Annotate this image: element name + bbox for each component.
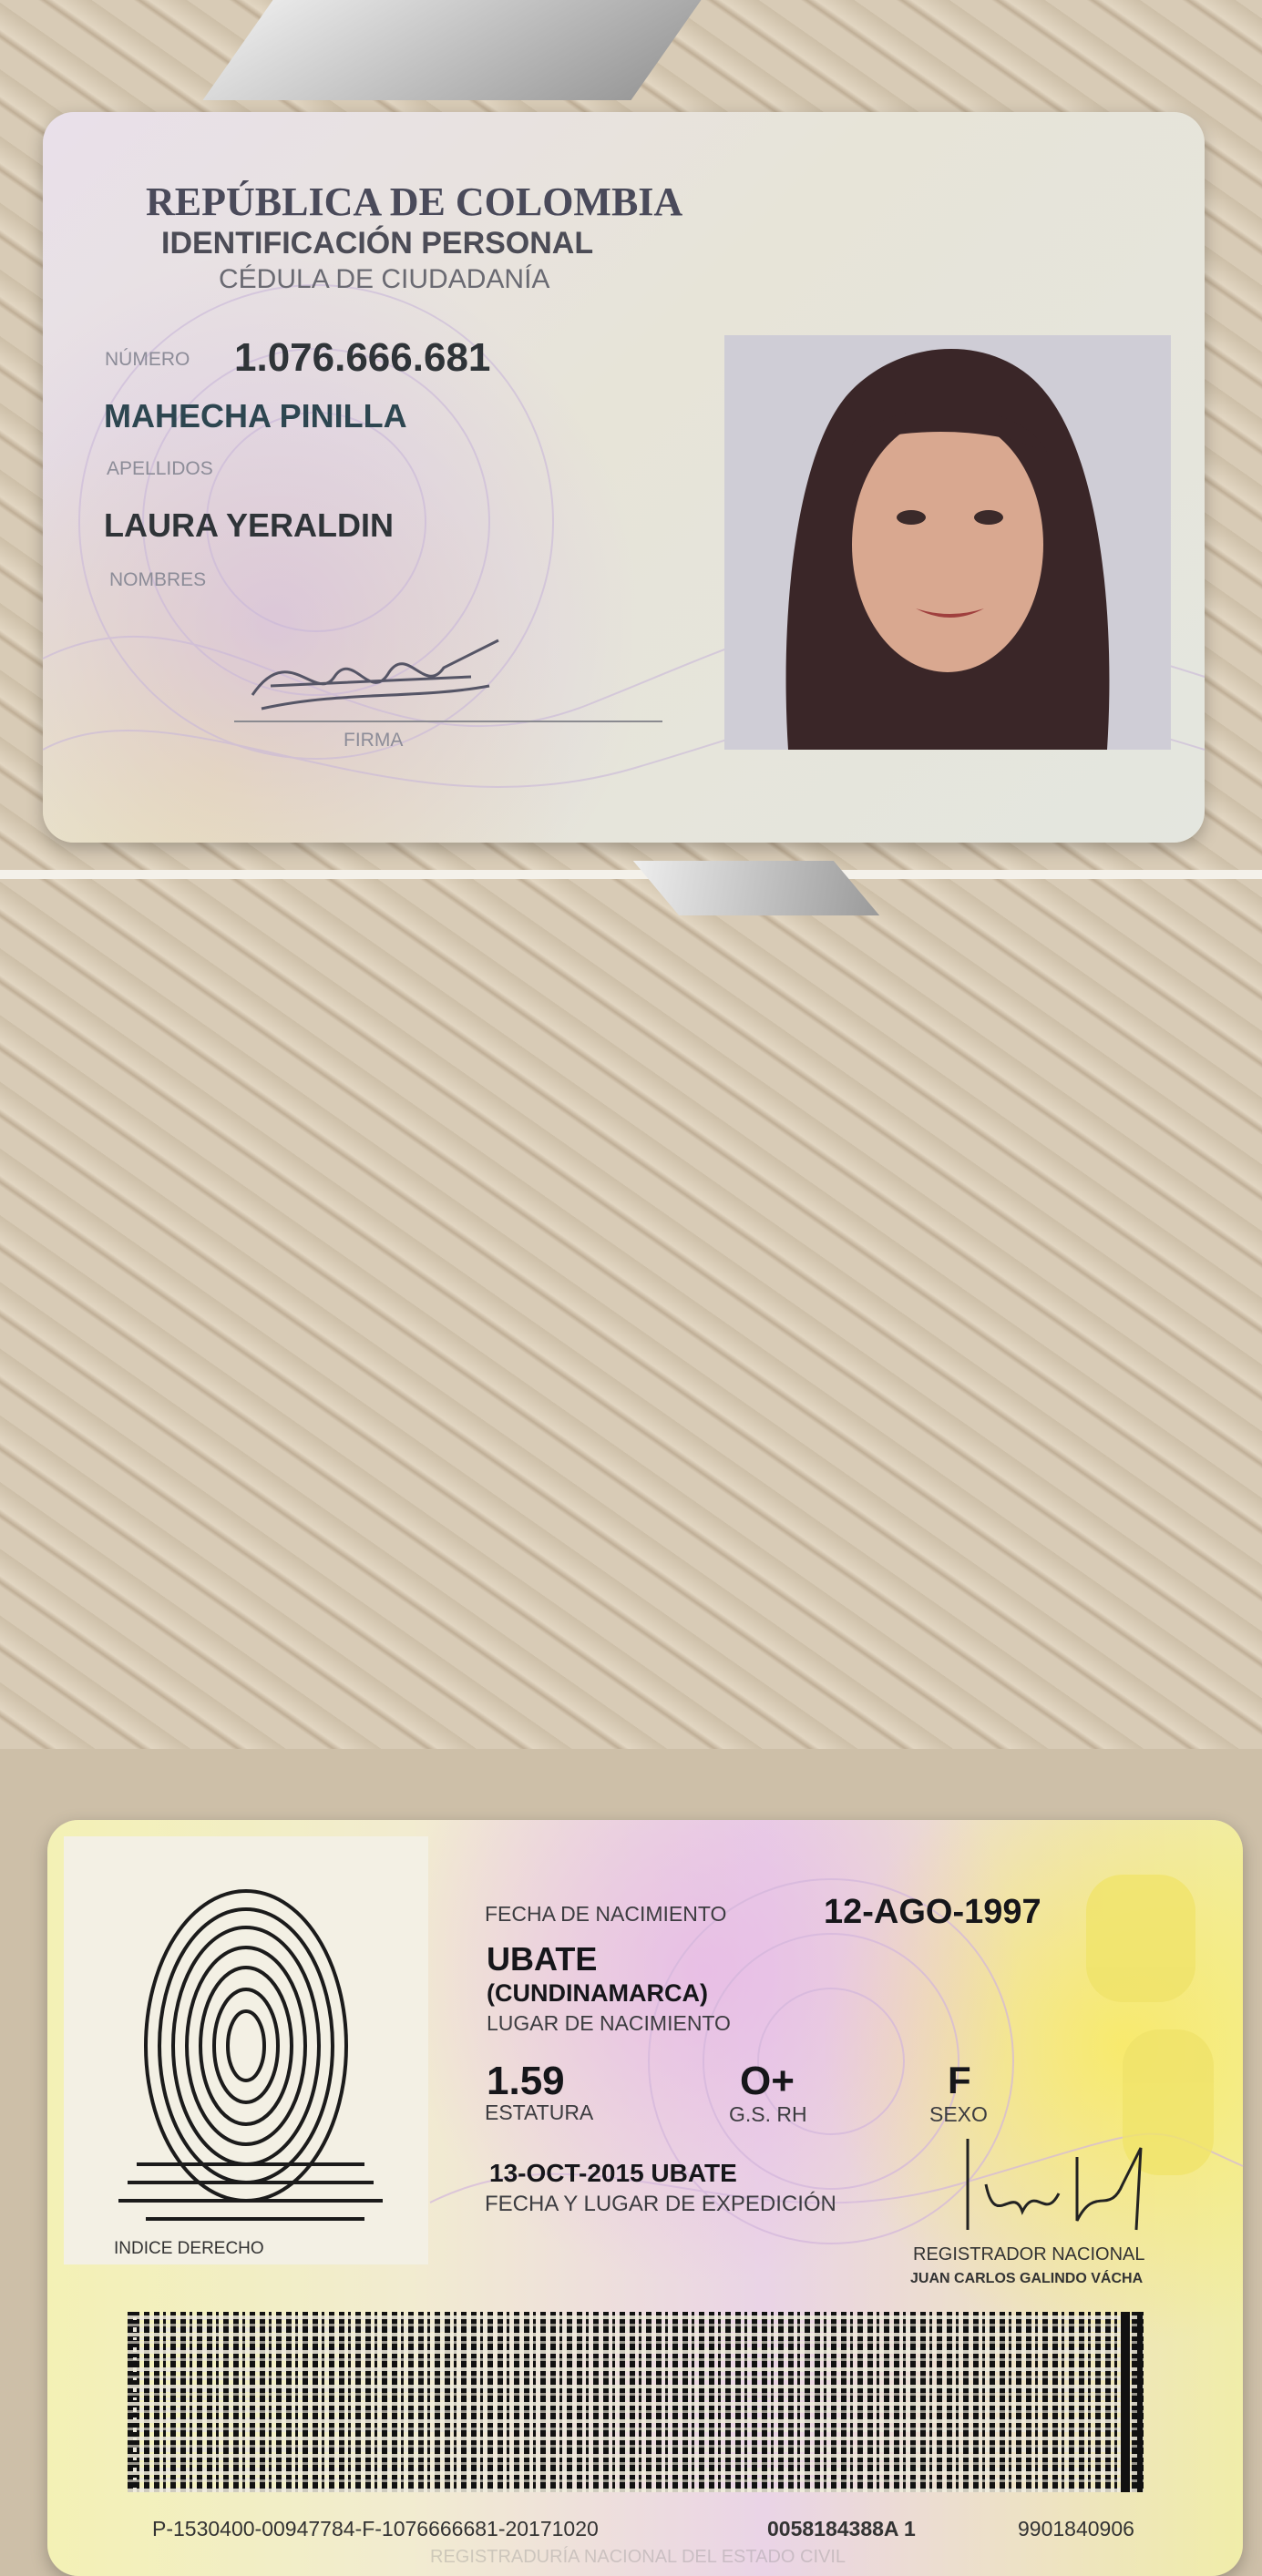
back-photo <box>0 879 1262 2567</box>
doc-code-right: 9901840906 <box>1018 2517 1134 2540</box>
doc-code-mid: 0058184388A 1 <box>767 2517 916 2540</box>
registry-watermark: REGISTRADURÍA NACIONAL DEL ESTADO CIVIL <box>430 2547 846 2567</box>
fingerprint-panel <box>64 1836 428 2264</box>
portrait-illustration <box>724 335 1171 750</box>
barcode-edge-right <box>1121 2312 1130 2492</box>
birth-place: UBATE <box>487 1940 598 1978</box>
birth-region: (CUNDINAMARCA) <box>487 1979 708 2007</box>
registrar-signature <box>949 2130 1159 2239</box>
id-number: 1.076.666.681 <box>234 335 491 380</box>
sex-label: SEXO <box>929 2102 988 2126</box>
id-card-front <box>43 112 1205 843</box>
front-photo <box>0 0 1262 870</box>
issue-label: FECHA Y LUGAR DE EXPEDICIÓN <box>485 2192 836 2216</box>
doc-code-left: P-1530400-00947784-F-1076666681-20171020 <box>152 2517 599 2540</box>
blood-type-label: G.S. RH <box>729 2102 807 2126</box>
number-label: NÚMERO <box>105 349 190 370</box>
given-names-label: NOMBRES <box>109 569 207 590</box>
signature-image <box>234 622 508 731</box>
height-label: ESTATURA <box>485 2101 594 2124</box>
issue-info: 13-OCT-2015 UBATE <box>489 2159 737 2187</box>
fingerprint-label: INDICE DERECHO <box>114 2239 264 2258</box>
surnames-label: APELLIDOS <box>107 458 213 479</box>
height-value: 1.59 <box>487 2059 565 2103</box>
fingerprint-image <box>64 1836 428 2264</box>
portrait-photo <box>724 335 1171 750</box>
image-divider <box>0 870 1262 879</box>
id-card-back <box>47 1820 1243 2576</box>
doc-title: IDENTIFICACIÓN PERSONAL <box>161 226 594 261</box>
birth-date-label: FECHA DE NACIMIENTO <box>485 1902 727 1926</box>
signature-label: FIRMA <box>344 730 404 751</box>
country-title: REPÚBLICA DE COLOMBIA <box>146 179 683 224</box>
sex-value: F <box>948 2059 971 2101</box>
given-names: LAURA YERALDIN <box>104 506 395 544</box>
birth-place-label: LUGAR DE NACIMIENTO <box>487 2011 731 2035</box>
barcode-edge-right <box>1137 2312 1143 2492</box>
doc-type: CÉDULA DE CIUDADANÍA <box>219 264 550 294</box>
frame-corner <box>202 0 726 100</box>
surnames: MAHECHA PINILLA <box>104 397 407 434</box>
signature-line <box>234 721 662 722</box>
birth-date: 12-AGO-1997 <box>824 1893 1041 1931</box>
blood-type-value: O+ <box>740 2059 795 2103</box>
registrar-title: REGISTRADOR NACIONAL <box>913 2244 1145 2264</box>
registrar-name: JUAN CARLOS GALINDO VÁCHA <box>910 2271 1144 2286</box>
pdf417-barcode <box>128 2312 1144 2492</box>
